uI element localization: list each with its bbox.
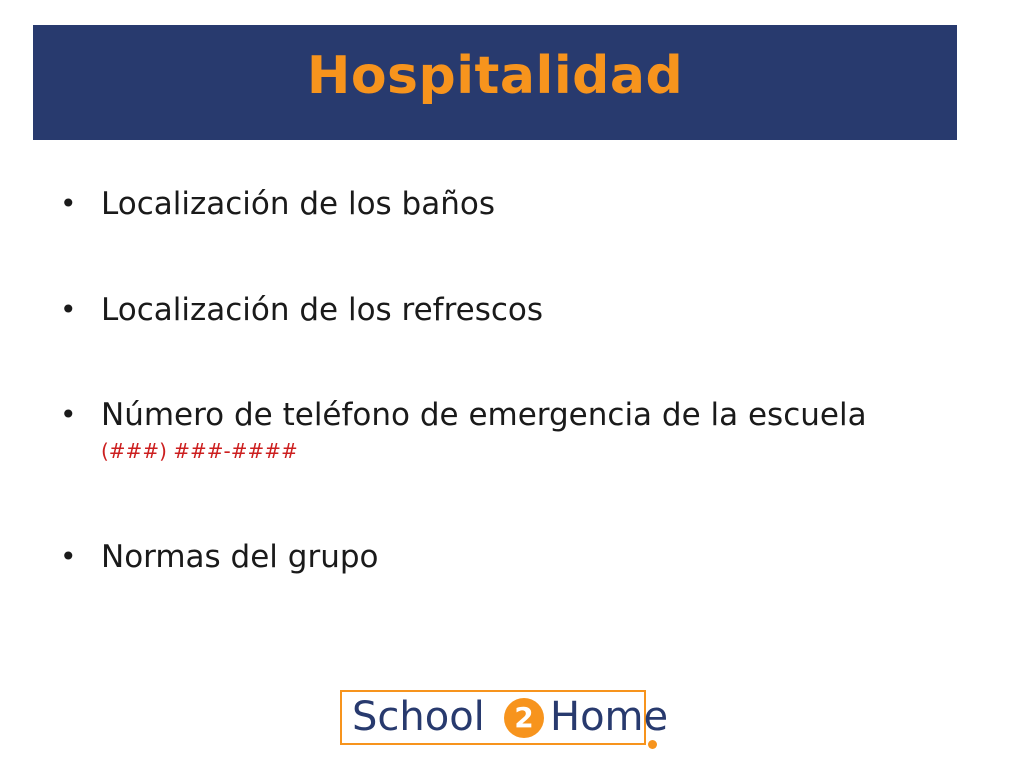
bullet-icon: • (60, 540, 77, 573)
logo-two-badge: 2 (504, 698, 544, 738)
logo-home-text: Home (550, 694, 669, 740)
bullet-icon: • (60, 187, 77, 220)
logo-dot-icon (648, 740, 657, 749)
bullet-item (60, 180, 495, 228)
bullet-text: Número de teléfono de emergencia de la escuela (101, 397, 867, 433)
bullet-item (60, 286, 543, 334)
bullet-icon: • (60, 293, 77, 326)
school2home-logo (340, 690, 669, 756)
bullet-text: Localización de los refrescos (101, 292, 544, 328)
bullet-item (60, 391, 867, 463)
slide-title: Hospitalidad (306, 45, 684, 106)
title-bar (33, 25, 957, 140)
bullet-icon: • (60, 398, 77, 431)
bullet-item (60, 533, 379, 581)
bullet-text: Localización de los baños (101, 186, 495, 222)
logo-school-text: School (352, 694, 485, 740)
emergency-phone-note: (###) ###-#### (101, 439, 298, 463)
bullet-text: Normas del grupo (101, 539, 379, 575)
